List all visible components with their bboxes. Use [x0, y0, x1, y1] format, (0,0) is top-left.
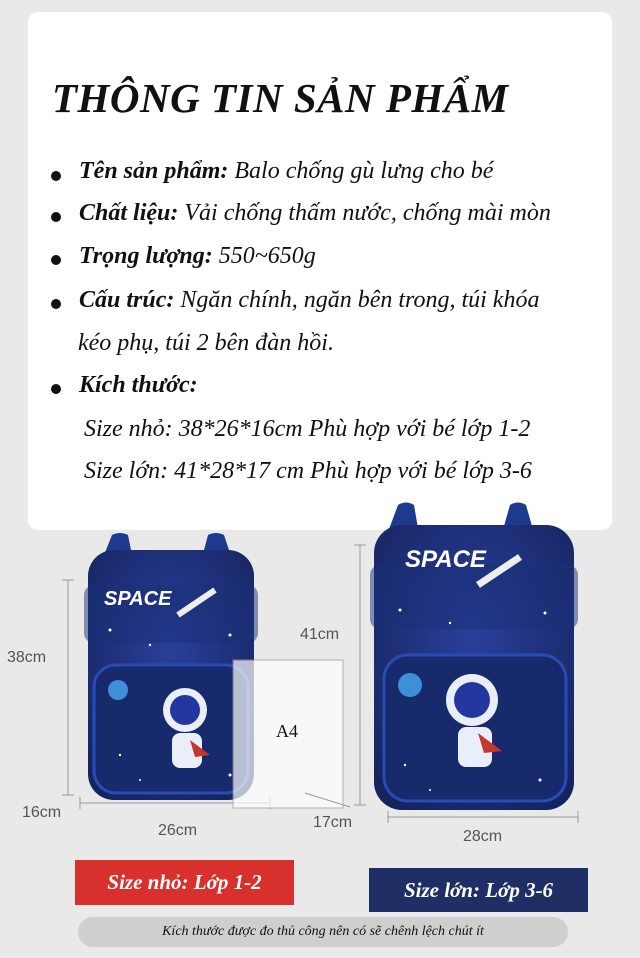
spec-item-size: [79, 372, 640, 399]
spec-item-weight: [79, 243, 640, 270]
product-illustration: [0, 495, 640, 850]
spec-label: Kích thước:: [79, 372, 198, 398]
spec-label: Trọng lượng:: [79, 243, 213, 269]
bullet-icon: [51, 171, 61, 181]
spec-label: Chất liệu:: [79, 200, 179, 226]
a4-label: A4: [276, 721, 298, 741]
small-width-label: 26cm: [158, 822, 198, 839]
bag-logo-text: SPACE: [104, 588, 172, 610]
small-depth-label: 16cm: [22, 804, 62, 821]
spec-value: Ngăn chính, ngăn bên trong, túi khóa: [174, 287, 540, 313]
spec-value: 550~650g: [212, 243, 316, 269]
bullet-icon: [51, 384, 61, 394]
bullet-icon: [51, 299, 61, 309]
large-depth-label: 17cm: [313, 814, 353, 831]
spec-label: Cấu trúc:: [79, 287, 175, 313]
large-width-label: 28cm: [463, 828, 503, 845]
page-title: THÔNG TIN SẢN PHẨM: [52, 75, 509, 121]
spec-label: Tên sản phẩm:: [79, 158, 229, 184]
bullet-icon: [51, 255, 61, 265]
spec-item-structure: [79, 287, 640, 314]
spec-value: Vải chống thấm nước, chống mài mòn: [178, 200, 551, 226]
spec-item-structure-cont: kéo phụ, túi 2 bên đàn hồi.: [78, 330, 334, 356]
bullet-icon: [51, 212, 61, 222]
large-height-label: 41cm: [300, 626, 340, 643]
spec-item-name: [79, 158, 640, 185]
size-large-badge: Size lớn: Lớp 3-6: [369, 868, 588, 912]
size-large-line: Size lớn: 41*28*17 cm Phù hợp với bé lớp 3-6: [84, 458, 532, 484]
large-backpack: [370, 503, 578, 811]
spec-value: Balo chống gù lưng cho bé: [228, 158, 494, 184]
small-backpack: [84, 533, 258, 800]
size-small-badge: Size nhỏ: Lớp 1-2: [75, 860, 294, 905]
bag-logo-text-large: SPACE: [405, 546, 486, 573]
spec-item-material: [79, 200, 640, 227]
size-small-line: Size nhỏ: 38*26*16cm Phù hợp với bé lớp 1-2: [84, 416, 531, 442]
small-height-label: 38cm: [7, 649, 47, 666]
measurement-note: Kích thước được đo thủ công nên có sẽ chênh lệch chút ít: [78, 917, 568, 947]
